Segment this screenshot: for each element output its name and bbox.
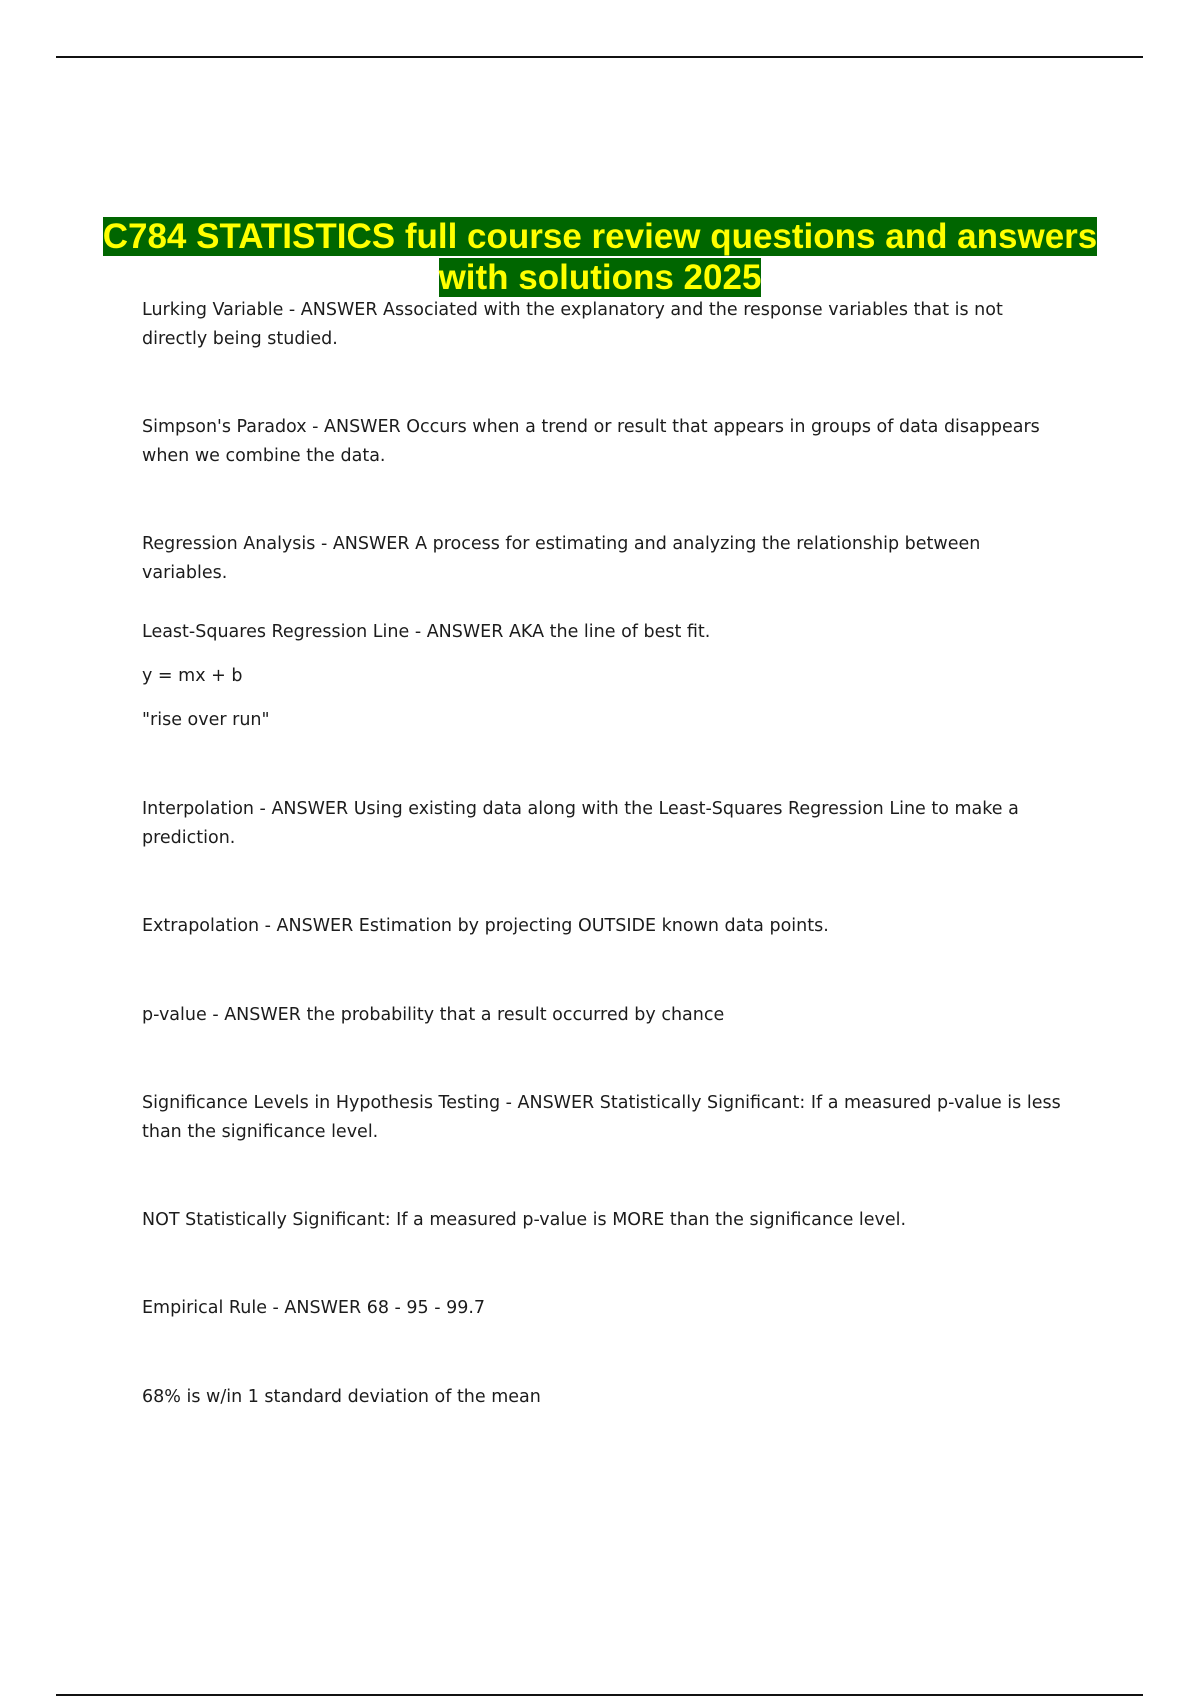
entry-rise-over-run: "rise over run"	[142, 710, 270, 730]
title-block	[100, 216, 1100, 298]
entry-equation: y = mx + b	[142, 666, 243, 686]
document-title: C784 STATISTICS full course review questions and answers with solutions 2025	[102, 217, 1098, 297]
entry-significance-levels: Significance Levels in Hypothesis Testing - ANSWER Statistically Significant: If a measured p-value is less than the significance level.	[142, 1093, 1061, 1142]
entry-one-standard-deviation: 68% is w/in 1 standard deviation of the mean	[142, 1387, 541, 1407]
entry-lurking-variable: Lurking Variable - ANSWER Associated with the explanatory and the response variables that is not directly being studied.	[142, 300, 1003, 349]
entry-regression-analysis: Regression Analysis - ANSWER A process for estimating and analyzing the relationship between variables.	[142, 534, 981, 583]
entry-interpolation: Interpolation - ANSWER Using existing data along with the Least-Squares Regression Line to make a prediction.	[142, 799, 1019, 848]
entry-not-significant: NOT Statistically Significant: If a measured p-value is MORE than the significance level.	[142, 1210, 907, 1230]
bottom-rule	[56, 1694, 1143, 1696]
entry-simpsons-paradox: Simpson's Paradox - ANSWER Occurs when a trend or result that appears in groups of data disappears when we combine the data.	[142, 417, 1040, 466]
top-rule	[56, 56, 1143, 58]
entry-extrapolation: Extrapolation - ANSWER Estimation by projecting OUTSIDE known data points.	[142, 916, 829, 936]
entry-least-squares: Least-Squares Regression Line - ANSWER AKA the line of best fit.	[142, 622, 711, 642]
entry-empirical-rule: Empirical Rule - ANSWER 68 - 95 - 99.7	[142, 1298, 486, 1318]
entry-p-value: p-value - ANSWER the probability that a result occurred by chance	[142, 1005, 725, 1025]
